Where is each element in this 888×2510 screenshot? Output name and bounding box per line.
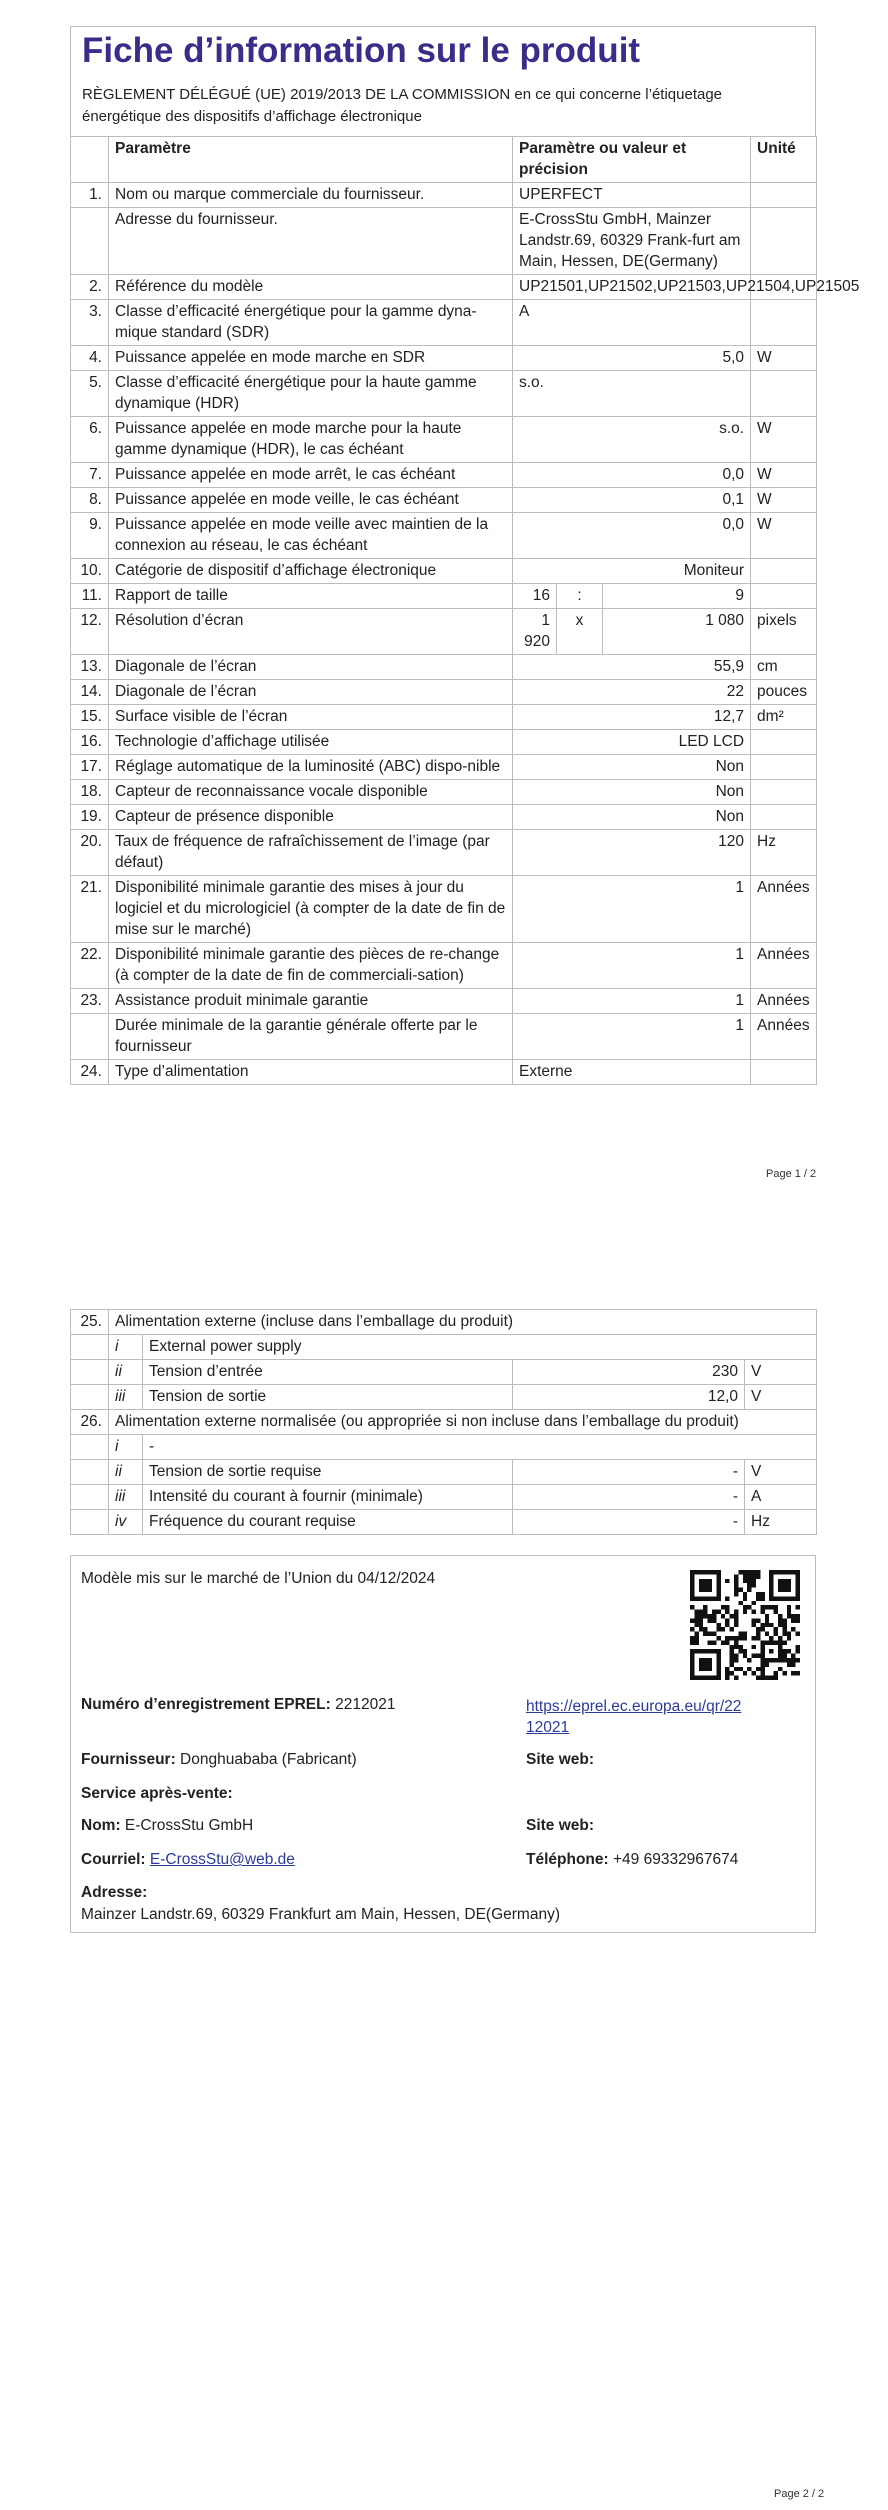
market-date: Modèle mis sur le marché de l’Union du 04/12/2024	[81, 1570, 436, 1587]
row-param: Diagonale de l’écran	[109, 680, 513, 705]
row-param: Classe d’efficacité énergétique pour la haute gamme dynamique (HDR)	[109, 371, 513, 417]
after-sales-label: Service après-vente:	[81, 1785, 233, 1802]
row-unit: cm	[751, 655, 817, 680]
row-param: Puissance appelée en mode arrêt, le cas échéant	[109, 463, 513, 488]
row-number: 3.	[71, 300, 109, 346]
row-unit: V	[745, 1385, 817, 1410]
row-value: 55,9	[513, 655, 751, 680]
row-number	[71, 1014, 109, 1060]
row-number: 7.	[71, 463, 109, 488]
section-header-row	[71, 1410, 817, 1435]
row-number: 9.	[71, 513, 109, 559]
row-param: Puissance appelée en mode veille, le cas échéant	[109, 488, 513, 513]
row-number: 19.	[71, 805, 109, 830]
row-number: 18.	[71, 780, 109, 805]
row-unit: W	[751, 488, 817, 513]
row-unit: Hz	[751, 830, 817, 876]
row-value: Non	[513, 805, 751, 830]
row-unit	[751, 208, 817, 275]
row-roman: iv	[109, 1510, 143, 1535]
eprel-link-line1[interactable]: https://eprel.ec.europa.eu/qr/22	[526, 1698, 742, 1715]
row-unit: W	[751, 513, 817, 559]
table-row	[71, 1460, 817, 1485]
table-row	[71, 655, 817, 680]
supplier-label: Fournisseur:	[81, 1751, 176, 1768]
section-title: Alimentation externe normalisée (ou appropriée si non incluse dans l’emballage du produit)	[109, 1410, 817, 1435]
row-param: Assistance produit minimale garantie	[109, 989, 513, 1014]
table-row	[71, 488, 817, 513]
row-value: 1	[513, 1014, 751, 1060]
row-number: 16.	[71, 730, 109, 755]
row-value-b: 1 080	[603, 609, 751, 655]
row-number: 21.	[71, 876, 109, 943]
row-number	[71, 208, 109, 275]
page-number-2: Page 2 / 2	[774, 2488, 825, 2500]
row-number: 23.	[71, 989, 109, 1014]
row-param: Tension de sortie requise	[143, 1460, 513, 1485]
row-value: -	[513, 1510, 745, 1535]
address-value: Mainzer Landstr.69, 60329 Frankfurt am Main, Hessen, DE(Germany)	[81, 1906, 560, 1923]
row-number: 4.	[71, 346, 109, 371]
table-row	[71, 1060, 817, 1085]
row-number: 5.	[71, 371, 109, 417]
row-unit: Années	[751, 1014, 817, 1060]
row-value: 230	[513, 1360, 745, 1385]
row-value: 12,0	[513, 1385, 745, 1410]
row-param: Durée minimale de la garantie générale offerte par le fournisseur	[109, 1014, 513, 1060]
row-param: Intensité du courant à fournir (minimale)	[143, 1485, 513, 1510]
table-header-row	[71, 137, 817, 183]
table-row	[71, 609, 817, 655]
row-number: 20.	[71, 830, 109, 876]
supplier-value: Donghuababa (Fabricant)	[180, 1751, 357, 1768]
table-row	[71, 705, 817, 730]
row-unit: V	[745, 1460, 817, 1485]
name-label: Nom:	[81, 1817, 121, 1834]
row-param: Résolution d’écran	[109, 609, 513, 655]
table-row	[71, 559, 817, 584]
row-param: Capteur de reconnaissance vocale disponible	[109, 780, 513, 805]
row-unit: Années	[751, 943, 817, 989]
table-row	[71, 371, 817, 417]
row-value: Moniteur	[513, 559, 751, 584]
row-number: 17.	[71, 755, 109, 780]
row-number: 11.	[71, 584, 109, 609]
row-unit: pixels	[751, 609, 817, 655]
product-info-table	[70, 136, 860, 1085]
supplier	[81, 1751, 357, 1769]
row-value: 1	[513, 876, 751, 943]
row-param: Puissance appelée en mode marche en SDR	[109, 346, 513, 371]
row-value: Externe	[513, 1060, 751, 1085]
table-row	[71, 830, 817, 876]
row-number: 10.	[71, 559, 109, 584]
row-unit: W	[751, 463, 817, 488]
row-param: Adresse du fournisseur.	[109, 208, 513, 275]
service-name	[81, 1817, 253, 1835]
row-value: LED LCD	[513, 730, 751, 755]
email-label: Courriel:	[81, 1851, 146, 1868]
row-number: 1.	[71, 183, 109, 208]
row-value: E-CrossStu GmbH, Mainzer Landstr.69, 60329 Frank-furt am Main, Hessen, DE(Germany)	[513, 208, 751, 275]
address-label: Adresse:	[81, 1884, 148, 1901]
row-unit	[751, 300, 817, 346]
row-unit: Années	[751, 989, 817, 1014]
row-value: -	[513, 1460, 745, 1485]
qr-code-icon[interactable]	[690, 1570, 800, 1680]
row-param: Capteur de présence disponible	[109, 805, 513, 830]
row-value: UPERFECT	[513, 183, 751, 208]
email-link[interactable]: E-CrossStu@web.de	[149, 1851, 295, 1868]
table-row	[71, 417, 817, 463]
row-spacer	[71, 1360, 109, 1385]
table-row	[71, 730, 817, 755]
row-roman: iii	[109, 1385, 143, 1410]
row-param: External power supply	[143, 1335, 817, 1360]
row-param: Tension de sortie	[143, 1385, 513, 1410]
row-value: Non	[513, 780, 751, 805]
table-row	[71, 208, 817, 275]
row-roman: iii	[109, 1485, 143, 1510]
section-header-row	[71, 1310, 817, 1335]
row-spacer	[71, 1460, 109, 1485]
table-row	[71, 989, 817, 1014]
row-value: 1	[513, 943, 751, 989]
section-number: 26.	[71, 1410, 109, 1435]
phone-label: Téléphone:	[526, 1851, 609, 1868]
row-param: Classe d’efficacité énergétique pour la gamme dyna-mique standard (SDR)	[109, 300, 513, 346]
row-param: Disponibilité minimale garantie des mises à jour du logiciel et du micrologiciel (à compter de la date de fin de mise sur le marché)	[109, 876, 513, 943]
header-param: Paramètre	[109, 137, 513, 183]
row-number: 15.	[71, 705, 109, 730]
document-header	[70, 26, 816, 136]
row-unit	[751, 755, 817, 780]
row-unit: pouces	[751, 680, 817, 705]
row-param: Nom ou marque commerciale du fournisseur.	[109, 183, 513, 208]
row-spacer	[71, 1385, 109, 1410]
table-row	[71, 346, 817, 371]
table-row	[71, 183, 817, 208]
row-unit	[751, 584, 817, 609]
row-value: 1	[513, 989, 751, 1014]
row-unit: Années	[751, 876, 817, 943]
row-number: 6.	[71, 417, 109, 463]
row-number: 24.	[71, 1060, 109, 1085]
row-value-sep: x	[557, 609, 603, 655]
eprel-number	[81, 1696, 395, 1714]
table-row	[71, 1510, 817, 1535]
table-row	[71, 513, 817, 559]
row-unit: V	[745, 1360, 817, 1385]
table-row	[71, 463, 817, 488]
header-num	[71, 137, 109, 183]
table-row	[71, 1385, 817, 1410]
row-number: 12.	[71, 609, 109, 655]
row-number: 22.	[71, 943, 109, 989]
eprel-link-line2[interactable]: 12021	[526, 1719, 570, 1736]
row-param: Puissance appelée en mode veille avec maintien de la connexion au réseau, le cas échéant	[109, 513, 513, 559]
header-value: Paramètre ou valeur et précision	[513, 137, 751, 183]
page-title: Fiche d’information sur le produit	[82, 31, 641, 70]
supplier-website-label: Site web:	[526, 1751, 595, 1768]
row-spacer	[71, 1335, 109, 1360]
phone-value: +49 69332967674	[612, 1851, 739, 1868]
row-param: Diagonale de l’écran	[109, 655, 513, 680]
row-value-a: 1 920	[513, 609, 557, 655]
row-roman: i	[109, 1335, 143, 1360]
row-spacer	[71, 1485, 109, 1510]
row-param: Tension d’entrée	[143, 1360, 513, 1385]
table-row	[71, 1360, 817, 1385]
row-param: Type d’alimentation	[109, 1060, 513, 1085]
service-phone	[526, 1851, 738, 1869]
row-param: Technologie d’affichage utilisée	[109, 730, 513, 755]
row-roman: ii	[109, 1460, 143, 1485]
row-param: Rapport de taille	[109, 584, 513, 609]
row-unit	[751, 780, 817, 805]
table-row	[71, 876, 817, 943]
row-unit	[751, 371, 817, 417]
table-row	[71, 755, 817, 780]
row-value: A	[513, 300, 751, 346]
eprel-link[interactable]	[526, 1696, 741, 1738]
row-value: 0,1	[513, 488, 751, 513]
row-value: 0,0	[513, 463, 751, 488]
row-value: 5,0	[513, 346, 751, 371]
name-value: E-CrossStu GmbH	[124, 1817, 254, 1834]
row-number: 13.	[71, 655, 109, 680]
row-roman: ii	[109, 1360, 143, 1385]
row-param: Surface visible de l’écran	[109, 705, 513, 730]
row-unit	[751, 1060, 817, 1085]
power-supply-table	[70, 1309, 817, 1535]
table-row	[71, 680, 817, 705]
row-value: UP21501,UP21502,UP21503,UP21504,UP21505	[513, 275, 751, 300]
row-value: s.o.	[513, 371, 751, 417]
row-unit: W	[751, 346, 817, 371]
row-number: 2.	[71, 275, 109, 300]
row-unit: Hz	[745, 1510, 817, 1535]
row-unit	[751, 730, 817, 755]
row-param: Fréquence du courant requise	[143, 1510, 513, 1535]
row-value: Non	[513, 755, 751, 780]
row-param: Disponibilité minimale garantie des pièces de re-change (à compter de la date de fin de commerciali-sation)	[109, 943, 513, 989]
row-param: Catégorie de dispositif d’affichage électronique	[109, 559, 513, 584]
row-number: 8.	[71, 488, 109, 513]
header-unit: Unité	[751, 137, 817, 183]
row-value: 12,7	[513, 705, 751, 730]
page-number: Page 1 / 2	[766, 1168, 817, 1180]
row-number: 14.	[71, 680, 109, 705]
row-value: s.o.	[513, 417, 751, 463]
row-value: -	[513, 1485, 745, 1510]
table-row	[71, 1485, 817, 1510]
row-roman: i	[109, 1435, 143, 1460]
row-value-a: 16	[513, 584, 557, 609]
section-number: 25.	[71, 1310, 109, 1335]
service-website-label: Site web:	[526, 1817, 595, 1834]
table-row	[71, 1335, 817, 1360]
row-unit: A	[745, 1485, 817, 1510]
table-row	[71, 1014, 817, 1060]
row-unit: dm²	[751, 705, 817, 730]
row-unit	[751, 183, 817, 208]
regulation-subtitle: RÈGLEMENT DÉLÉGUÉ (UE) 2019/2013 DE LA COMMISSION en ce qui concerne l’étiquetage énergétique des dispositifs d’affichage électronique	[82, 86, 723, 125]
table-row	[71, 780, 817, 805]
row-spacer	[71, 1435, 109, 1460]
row-param: Puissance appelée en mode marche pour la haute gamme dynamique (HDR), le cas échéant	[109, 417, 513, 463]
table-row	[71, 584, 817, 609]
row-value: 22	[513, 680, 751, 705]
row-value-b: 9	[603, 584, 751, 609]
row-unit	[751, 805, 817, 830]
row-param: Taux de fréquence de rafraîchissement de l’image (par défaut)	[109, 830, 513, 876]
table-row	[71, 300, 817, 346]
table-row	[71, 805, 817, 830]
eprel-value: 2212021	[335, 1696, 396, 1713]
row-value: 0,0	[513, 513, 751, 559]
eprel-label: Numéro d’enregistrement EPREL:	[81, 1696, 331, 1713]
table-row	[71, 275, 817, 300]
table-row	[71, 943, 817, 989]
service-email	[81, 1851, 295, 1869]
row-unit	[751, 559, 817, 584]
row-param: -	[143, 1435, 817, 1460]
table-row	[71, 1435, 817, 1460]
section-title: Alimentation externe (incluse dans l’emballage du produit)	[109, 1310, 817, 1335]
row-param: Référence du modèle	[109, 275, 513, 300]
row-unit: W	[751, 417, 817, 463]
row-value: 120	[513, 830, 751, 876]
row-param: Réglage automatique de la luminosité (ABC) dispo-nible	[109, 755, 513, 780]
row-spacer	[71, 1510, 109, 1535]
row-value-sep: :	[557, 584, 603, 609]
